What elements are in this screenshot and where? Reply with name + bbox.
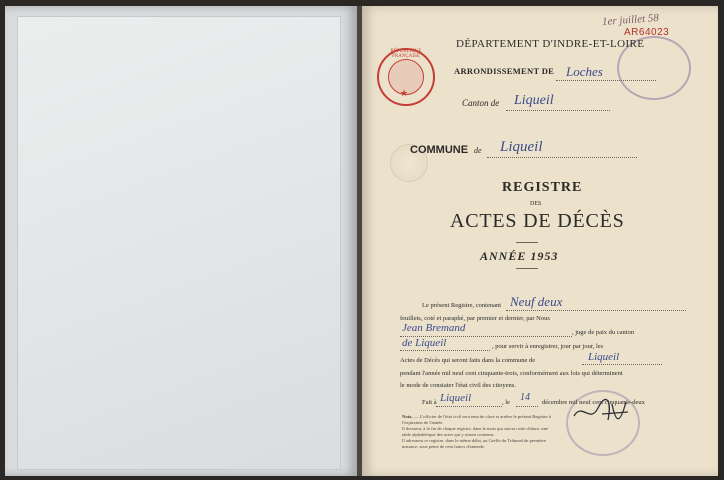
title-registre: REGISTRE [502,180,583,195]
commune-de: de [474,146,482,155]
notes-label: Nota. [402,414,413,419]
notes-p1: — L'officier de l'état civil sera tenu de clore et arrêter le présent Registre à l'expiration de l'année. [402,414,551,425]
cert-line3-hand: Jean Bremand [402,322,466,334]
cert-line6: pendant l'année mil neuf cent cinquante-trois, conformément aux lois qui déterminent [400,370,623,377]
cert-line8-suffix: décembre mil neuf cent cinquante-deux [542,399,645,406]
stamp-text: RÉPUBLIQUE FRANÇAISE [390,49,422,59]
archive-number: AR64023 [624,27,670,38]
cert-line8-day: 14 [520,392,530,403]
title-des: DES [530,201,542,207]
cert-line8-prefix: Fait à [422,399,437,406]
star-icon: ★ [400,88,409,98]
cert-line5-hand: Liqueil [588,351,620,363]
blank-flyleaf [17,16,341,470]
department: DÉPARTEMENT D'INDRE-ET-LOIRE [456,38,645,50]
cert-line7: le mode de constater l'état civil des citoyens. [400,382,516,389]
cert-line4-mid: , pour servir à enregistrer, jour par jour, les [492,343,604,350]
cert-line8-hand: Liqueil [440,392,472,404]
left-page [5,6,357,476]
canton-value: Liqueil [514,93,554,108]
cert-line1-hand: Neuf deux [510,294,563,309]
commune-value: Liqueil [500,139,543,155]
title-actes: ACTES DE DÉCÈS [450,210,625,232]
cert-line5-prefix: Actes de Décès qui seront faits dans la commune de [400,357,536,364]
arrondissement-value: Loches [566,64,603,79]
arrondissement-label: ARRONDISSEMENT DE [454,66,555,76]
commune-label: COMMUNE [410,144,469,156]
cert-line4-hand: de Liqueil [402,337,447,349]
cert-line2: feuillets, coté et paraphé, par premier et dernier, par Nous [400,315,550,322]
register-page [362,6,718,476]
notes-p2: Il dressera, à la fin de chaque registre, dans le mois qui suivra cette clôture, une table alphabétique des actes qui y seront contenus. [402,426,548,437]
cert-line8-mid: , le [502,399,510,406]
title-annee: ANNÉE 1953 [480,249,559,263]
republic-stamp [377,48,435,106]
notes-block [402,414,552,450]
judge-signature [568,394,638,434]
canton-label: Canton de [462,98,500,108]
notes-p3: Il adressera ce registre, dans le même délai, au Greffe du Tribunal de première instance, sous peine de cent francs d'amende. [402,438,546,449]
pencil-date: 1er juillet 58 [601,12,660,28]
cert-line3-suffix: , juge de paix du canton [572,329,635,336]
cert-line1-prefix: Le présent Registre, contenant [422,302,502,309]
